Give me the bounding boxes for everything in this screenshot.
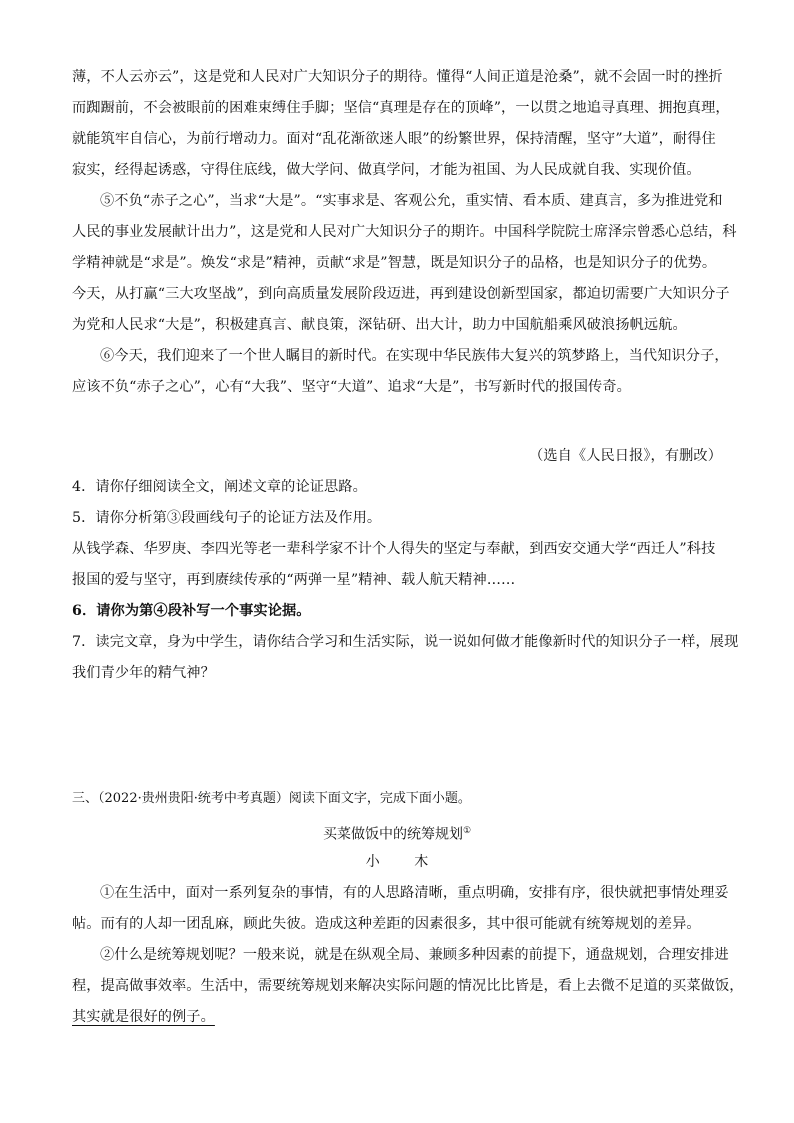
paragraph-6 (72, 341, 729, 403)
section-3-paragraph-1 (72, 878, 729, 940)
text-line: 就能筑牢自信心，为前行增动力。面对“乱花渐欲迷人眼”的纷繁世界，保持清醒，坚守”大道”，耐得住 (72, 131, 716, 147)
question-7: 7．读完文章，身为中学生，请你结合学习和生活实际，说一说如何做才能像新时代的知识分子一样，展现 (72, 634, 739, 650)
essay-title (0, 820, 794, 846)
text-line-wrapper (72, 1002, 722, 1033)
paragraph-5 (72, 186, 737, 341)
source-text: （选自《人民日报》，有删改） (529, 448, 722, 464)
question-7: 我们青少年的精气神？ (72, 665, 215, 681)
text-line: ②什么是统筹规划呢？一般来说，就是在纵观全局、兼顾多种因素的前提下，通盘规划，合理安排进 (100, 947, 729, 963)
text-line: 而踟蹰前，不会被眼前的困难束缚住手脚；坚信“真理是存在的顶峰”，一以贯之地追寻真理、拥抱真理， (72, 100, 730, 116)
source-citation (72, 441, 722, 472)
underlined-text: 其实就是很好的例子。 (72, 1009, 215, 1025)
essay-author: 小 木 (365, 854, 429, 870)
question-4: 4．请你仔细阅读全文，阐述文章的论证思路。 (72, 479, 367, 495)
text-line: ①在生活中，面对一系列复杂的事情，有的人思路清晰，重点明确，安排有序，很快就把事情处理妥 (100, 885, 729, 901)
text-line: 帖。而有的人却一团乱麻，顾此失彼。造成这种差距的因素很多，其中很可能就有统筹规划的差异。 (72, 916, 701, 932)
section-3-paragraph-2 (72, 940, 744, 1033)
footnote-marker: ① (462, 826, 472, 836)
text-line: 程，提高做事效率。生活中，需要统筹规划来解决实际问题的情况比比皆是，看上去微不足道的买菜做饭， (72, 978, 744, 994)
question-5-quote: 从钱学森、华罗庚、李四光等老一辈科学家不计个人得失的坚定与奉献，到西安交通大学“西迁人”科技 (72, 541, 716, 557)
text-line: 寂实，经得起诱惑，守得住底线，做大学问、做真学问，才能为祖国、为人民成就自我、实现价值。 (72, 162, 701, 178)
text-line: ⑤不负“赤子之心”，当求“大是”。“实事求是、客观公允，重实情、看本质、建真言，多为推进党和 (100, 193, 723, 209)
text-line: 学精神就是“求是”。焕发“求是”精神，贡献“求是”智慧，既是知识分子的品格，也是知识分子的优势。 (72, 255, 717, 271)
question-6: 6．请你为第④段补写一个事实论据。 (72, 603, 311, 619)
text-line: 薄，不人云亦云”，这是党和人民对广大知识分子的期待。懂得“人间正道是沧桑”，就不会固一时的挫折 (72, 69, 723, 85)
text-line: 为党和人民求“大是”，积极建真言、献良策，深钻研、出大计，助力中国航船乘风破浪扬帆远航。 (72, 317, 687, 333)
text-line: ⑥今天，我们迎来了一个世人瞩目的新时代。在实现中华民族伟大复兴的筑梦路上，当代知识分子， (100, 348, 729, 364)
section-3-heading: 三、（2022·贵州贵阳·统考中考真题）阅读下面文字，完成下面小题。 (72, 791, 471, 806)
question-5: 5．请你分析第③段画线句子的论证方法及作用。 (72, 510, 382, 526)
question-5-quote: 报国的爱与坚守，再到赓续传承的“两弹一星”精神、载人航天精神…… (72, 572, 516, 588)
essay-title-text: 买菜做饭中的统筹规划 (322, 826, 463, 843)
text-line: 人民的事业发展献计出力”，这是党和人民对广大知识分子的期许。中国科学院院士席泽宗曾悉心总结，科 (72, 224, 737, 240)
paragraph-continued (72, 62, 730, 186)
questions-block (72, 472, 739, 689)
text-line: 今天，从打赢“三大攻坚战”，到向高质量发展阶段迈进，再到建设创新型国家，都迫切需要广大知识分子 (72, 286, 730, 302)
text-line: 应该不负“赤子之心”，心有“大我”、坚守“大道”、追求“大是”，书写新时代的报国传奇。 (72, 379, 631, 395)
